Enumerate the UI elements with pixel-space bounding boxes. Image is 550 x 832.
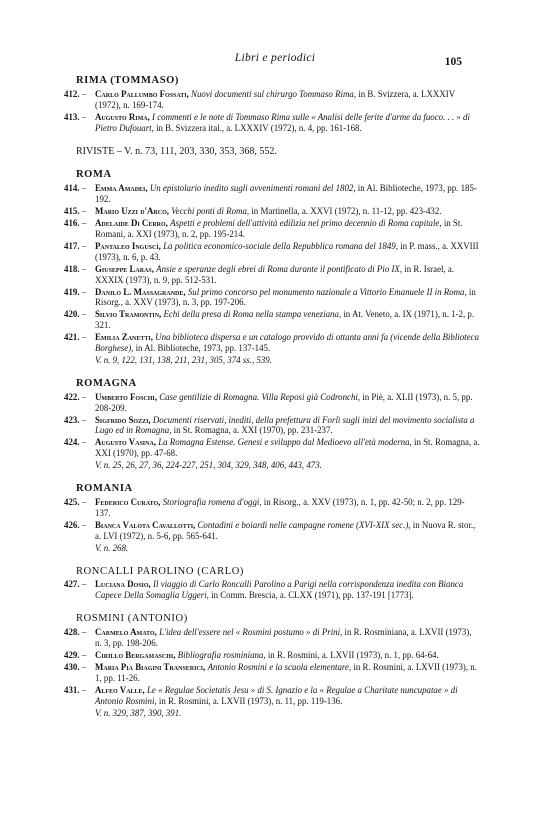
entry-424	[64, 437, 480, 459]
entry-dash: –	[82, 414, 87, 425]
section-heading: RONCALLI PAROLINO (CARLO)	[76, 565, 245, 577]
entry-author: Federico Curato,	[95, 497, 161, 507]
entry-title: Le « Regulae Societatis Jesu » di S. Ignazio e la « Regulae a Charitate nuncupatae » di Antonio Rosmini,	[95, 684, 458, 706]
entry-author: Carmelo Amato,	[95, 627, 157, 638]
entry-number: 414.	[64, 183, 80, 194]
entry-number: 423.	[64, 414, 80, 425]
entry-citation: in Nuova R. stor., a. LVI (1972), n. 5-6, pp. 565-641.	[95, 519, 476, 541]
entry-citation: in P. mass., a. XXVIII (1973), n. 6, p. 43.	[95, 240, 479, 262]
entry-430	[64, 662, 480, 684]
section-heading: ROMAGNA	[76, 377, 137, 389]
entry-citation: in R. Israel, a. XXXIX (1973), n. 9, pp. 512-531.	[95, 263, 455, 285]
entry-dash: –	[82, 218, 87, 229]
entry-dash: –	[82, 309, 87, 320]
entry-427	[64, 579, 480, 601]
entry-dash: –	[82, 661, 87, 672]
entry-title: Aspetti e problemi dell'attività edilizia nel primo decennio di Roma capitale,	[170, 218, 442, 229]
entry-425	[64, 497, 480, 519]
entry-418	[64, 264, 480, 286]
section-heading: ROMANIA	[76, 483, 133, 495]
entry-citation: in At. Veneto, a. IX (1971), n. 1-2, p. 321.	[95, 309, 475, 331]
see-also-references: V. n. 25, 26, 27, 36, 224-227, 251, 304, 329, 348, 406, 443, 473.	[95, 460, 322, 471]
entry-413	[64, 112, 480, 134]
entry-428	[64, 627, 480, 649]
entry-author: Carlo Pallumbo Fossati,	[95, 88, 189, 99]
see-also-references: V. n. 329, 387, 390, 391.	[95, 707, 182, 718]
entry-dash: –	[82, 263, 87, 274]
entry-number: 430.	[64, 661, 80, 672]
entry-dash: –	[82, 497, 87, 507]
entry-dash: –	[82, 332, 87, 343]
entry-number: 428.	[64, 627, 80, 638]
entry-author: Augusto Vasina,	[95, 437, 156, 448]
entry-citation: in Comm. Brescia, a. CLXX (1971), pp. 137-191 [1773].	[211, 590, 414, 601]
entry-dash: –	[82, 579, 87, 590]
running-head: Libri e periodici	[234, 52, 316, 64]
entry-title: Contadini e boiardi nelle campagne romene (XVI-XIX sec.),	[197, 519, 411, 530]
entry-title: Un epistolario inedito sugli avvenimenti romani del 1802,	[149, 183, 356, 194]
see-also-references: V. n. 268.	[95, 542, 129, 553]
entry-412	[64, 89, 480, 111]
entry-author: Luciana Dosio,	[95, 579, 151, 590]
entry-title: L'idea dell'essere nel « Rosmini postumo » di Prini,	[159, 627, 343, 638]
entry-citation: in R. Rosminiana, a. LXVII (1973), n. 3, pp. 198-206.	[95, 627, 472, 649]
entry-author: Mario Uzzi d'Arco,	[95, 206, 169, 217]
entry-citation: in Risorg., a. XXV (1973), n. 1, pp. 42-50; n. 2, pp. 129-137.	[95, 497, 465, 518]
entry-number: 421.	[64, 332, 80, 343]
entry-420	[64, 309, 480, 331]
entry-number: 425.	[64, 497, 80, 507]
entry-dash: –	[82, 183, 87, 194]
entry-author: Emilia Zanetti,	[95, 332, 153, 343]
section-romania	[64, 484, 480, 553]
entry-author: Cirillo Bergamaschi,	[95, 649, 176, 660]
entry-title: I commenti e le note di Tommaso Rima sulle « Analisi delle ferite d'arme da fuoco. . . » di Pietro Dufouart,	[95, 111, 470, 133]
entry-title: Nuovi documenti sul chirurgo Tommaso Rima,	[191, 88, 357, 99]
entry-number: 418.	[64, 263, 80, 274]
entry-title: Vecchi ponti di Roma,	[171, 206, 250, 217]
entry-number: 427.	[64, 579, 80, 590]
bibliography-content	[64, 76, 480, 731]
entry-number: 420.	[64, 309, 80, 320]
entry-citation: in R. Rosmini, a. LXVII (1973), n. 1, pp. 11-26.	[95, 661, 477, 683]
entry-number: 412.	[64, 88, 80, 99]
entry-419	[64, 287, 480, 309]
entry-number: 431.	[64, 684, 80, 695]
entry-title: Echi della presa di Roma nella stampa veneziana,	[163, 309, 342, 320]
entry-citation: in Martinella, a. XXVI (1972), n. 11-12, pp. 423-432.	[251, 206, 442, 217]
entry-title: Una biblioteca dispersa e un catalogo provvido di ottanta anni fa (vicende della Biblioteca Borghese),	[95, 332, 479, 354]
entry-citation: in Al. Biblioteche, 1973, pp. 185-192.	[95, 183, 477, 205]
entry-title: Il viaggio di Carlo Roncalli Parolino a Parigi nella corrispondenza inedita con Bianca Capece Della Somaglia Uggeri,	[95, 579, 464, 601]
entry-421	[64, 332, 480, 354]
entry-431	[64, 685, 480, 707]
entry-citation: in St. Romani, a. XXI (1973), n. 2, pp. 195-214.	[95, 218, 463, 239]
entry-title: Antonio Rosmini e la scuola elementare,	[207, 661, 352, 672]
entry-416	[64, 218, 480, 240]
entry-author: Umberto Foschi,	[95, 391, 157, 402]
entry-number: 429.	[64, 649, 80, 660]
entry-number: 426.	[64, 519, 80, 530]
section-roncalli-parolino	[64, 567, 480, 602]
entry-423	[64, 415, 480, 437]
entry-dash: –	[82, 286, 87, 297]
entry-title: Bibliografia rosminiana,	[177, 649, 266, 660]
entry-citation: in B. Svizzera, a. LXXXIV (1972), n. 169-174.	[95, 88, 455, 110]
entry-author: Silvio Tramontin,	[95, 309, 162, 320]
entry-author: Alfeo Valle,	[95, 684, 145, 695]
riviste-crossref: RIVISTE – V. n. 73, 111, 203, 330, 353, 368, 552.	[76, 145, 277, 157]
entry-title: Sul primo concorso pel monumento nazionale a Vittorio Emanuele II in Roma,	[187, 286, 467, 297]
entry-dash: –	[82, 240, 87, 251]
section-rosmini	[64, 614, 480, 718]
entry-422	[64, 392, 480, 414]
entry-429	[64, 650, 480, 661]
entry-dash: –	[82, 519, 87, 530]
entry-dash: –	[82, 627, 87, 638]
entry-dash: –	[82, 391, 87, 402]
entry-number: 417.	[64, 240, 80, 251]
entry-citation: in R. Rosmini, a. LXVII (1973), n. 11, pp. 119-136.	[158, 695, 343, 706]
section-heading: ROMA	[76, 169, 112, 181]
entry-citation: in R. Rosmini, a. LXVII (1973), n. 1, pp. 64-64.	[267, 649, 439, 660]
entry-number: 415.	[64, 206, 80, 217]
entry-author: Bianca Valota Cavallotti,	[95, 519, 196, 530]
entry-dash: –	[82, 437, 87, 448]
section-roma	[64, 170, 480, 365]
entry-citation: in Risorg., a. XXV (1973), n. 3, pp. 197-206.	[95, 286, 476, 308]
entry-title: La Romagna Estense. Genesi e sviluppo dal Medioevo all'età moderna,	[158, 437, 412, 448]
entry-415	[64, 206, 480, 217]
entry-title: Ansie e speranze degli ebrei di Roma durante il pontificato di Pio IX,	[156, 263, 403, 274]
entry-417	[64, 241, 480, 263]
entry-title: Documenti riservati, inediti, della prefettura di Forlì sugli inizi del movimento socialista a Lugo ed in Romagna,	[95, 414, 475, 436]
entry-dash: –	[82, 684, 87, 695]
entry-dash: –	[82, 111, 87, 122]
entry-title: Storiografia romena d'oggi,	[162, 497, 262, 507]
entry-title: Case gentilizie di Romagna. Villa Reposi già Codronchi,	[159, 391, 361, 402]
entry-author: Sigfrido Sozzi,	[95, 414, 151, 425]
entry-dash: –	[82, 206, 87, 217]
section-heading: RIMA (TOMMASO)	[76, 75, 179, 86]
entry-number: 413.	[64, 111, 80, 122]
entry-dash: –	[82, 649, 87, 660]
entry-number: 416.	[64, 218, 80, 229]
see-also-references: V. n. 9, 122, 131, 138, 211, 231, 305, 374 ss., 539.	[95, 354, 272, 365]
entry-author: Augusto Rima,	[95, 111, 150, 122]
section-rima	[64, 76, 480, 134]
entry-citation: in Piè, a. XLII (1973), n. 5, pp. 208-209.	[95, 391, 473, 413]
page-number: 105	[444, 56, 462, 68]
section-heading: ROSMINI (ANTONIO)	[76, 613, 188, 625]
entry-author: Giuseppe Laras,	[95, 263, 154, 274]
entry-author: Maria Pia Biagini Transerici,	[95, 661, 206, 672]
entry-citation: in St. Romagna, a. XXI (1970), pp. 47-68.	[95, 437, 480, 459]
entry-author: Pantaleo Inguscì,	[95, 240, 161, 251]
entry-number: 424.	[64, 437, 80, 448]
entry-citation: in St. Romagna, a. XXI (1970), pp. 231-237.	[173, 425, 333, 436]
entry-414	[64, 183, 480, 205]
entry-author: Emma Amadei,	[95, 183, 148, 194]
entry-number: 419.	[64, 286, 80, 297]
entry-number: 422.	[64, 391, 80, 402]
entry-author: Adelaide Di Cerro,	[95, 218, 168, 229]
entry-author: Danilo L. Massagrande,	[95, 286, 186, 297]
entry-426	[64, 520, 480, 542]
section-riviste	[64, 147, 480, 158]
entry-citation: in Al. Biblioteche, 1973, pp. 137-145.	[135, 343, 271, 354]
entry-citation: in B. Svizzera ital., a. LXXXIV (1972), n. 4, pp. 161-168.	[156, 122, 362, 133]
entry-dash: –	[82, 88, 87, 99]
entry-title: La politica economico-sociale della Repubblica romana del 1849,	[163, 240, 398, 251]
section-romagna	[64, 379, 480, 471]
